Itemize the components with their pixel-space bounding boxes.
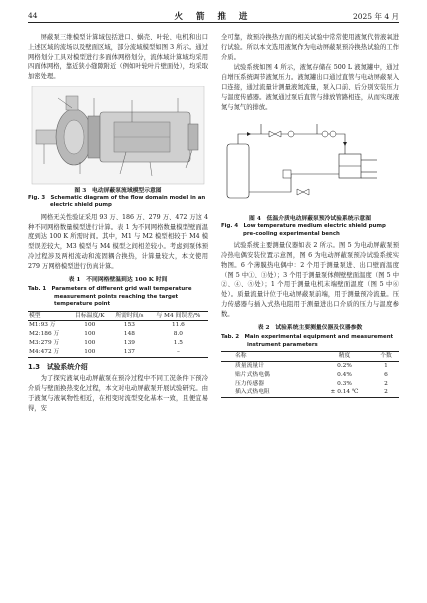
paragraph-test-setup: 试验系统如图 4 所示，液氮存储在 500 L 液氮罐中，通过自增压系统调节液氮压力。液氮罐出口通过直管与电动屏蔽泵入口连接，通过流量计测量液氮流量，泵入口前、后分别安装压力与温度传感器。液氮通过泵后直管与排放管路相连，从而实现液氮与氮气的排放。 bbox=[221, 64, 399, 111]
figure-4 bbox=[221, 116, 399, 238]
table-cell: 0.2% bbox=[337, 362, 352, 369]
table-1-caption-en: Tab. 1 Parameters of different grid wall temperature measurement points reaching the target temperature point bbox=[28, 286, 192, 308]
table-row bbox=[221, 388, 399, 397]
table-cell: 1 bbox=[384, 362, 388, 369]
table-cell: 100 bbox=[84, 331, 96, 338]
table-cell: 插入式热电阻 bbox=[235, 389, 270, 396]
table-1 bbox=[28, 311, 208, 358]
table-row bbox=[28, 339, 208, 348]
table-row bbox=[221, 371, 399, 380]
table-cell: 6 bbox=[384, 371, 388, 378]
table-cell: 压力传感器 bbox=[235, 380, 264, 387]
figure-4-caption-en: Fig. 4 Low temperature medium electric shield pump pre-cooling experimental bench bbox=[221, 223, 386, 237]
table-cell: 8.0 bbox=[173, 331, 184, 338]
table-2-caption-en: Tab. 2 Main experimental equipment and measurement instrument parameters bbox=[221, 334, 394, 348]
table-cell: 100 bbox=[84, 348, 96, 355]
table-cell: 1.5 bbox=[173, 339, 184, 346]
table-cell: M4:472 万 bbox=[29, 348, 60, 355]
table-cell: 153 bbox=[123, 322, 135, 329]
table-cell: 137 bbox=[123, 348, 135, 355]
table-1-header-row bbox=[28, 311, 208, 321]
paragraph-test-system: 为了探究液氧电动屏蔽泵在预冷过程中不同工况条件下预冷介质与壁面换热变化过程，本文对电动屏蔽泵开展试验研究。由于液氮与液氧物性相近，在相变时流型变化基本一致，且便宜易得，安 bbox=[28, 375, 208, 412]
table-cell: 0.4% bbox=[337, 371, 352, 378]
table-row bbox=[221, 380, 399, 389]
table-1-header: 模型 bbox=[29, 312, 41, 319]
paragraph-grid-independence: 网格无关性验证采用 93 万、186 万、279 万、472 万这 4 种不同网格数量模型进行计算。表 1 为不同网格数量模型壁面温度到达 100 K 所需时间。其中，M1 与 M2 模型相较于 M4 模型误差较大，M3 模型与 M4 模型之间相差较小。考虑到泵体预冷过程涉及两相流动和流固耦合换热，计算量较大，本文使用 279 万网格模型进行仿真计算。 bbox=[28, 213, 208, 270]
table-cell: 11.6 bbox=[171, 322, 185, 329]
table-cell: 100 bbox=[84, 322, 96, 329]
table-1-header: 与 M4 间误差/% bbox=[156, 312, 201, 319]
table-1-header: 所需时间/s bbox=[115, 312, 144, 319]
running-header bbox=[28, 9, 399, 23]
table-2-header: 个数 bbox=[380, 353, 392, 360]
flow-domain-model-drawing bbox=[28, 86, 208, 186]
table-2-header-row bbox=[221, 352, 399, 362]
figure-4-caption-cn: 图 4 低温介质电动屏蔽泵预冷试验系统示意图 bbox=[249, 216, 371, 223]
table-cell: 2 bbox=[384, 389, 388, 396]
table-cell: – bbox=[176, 348, 180, 355]
figure-3 bbox=[28, 86, 208, 210]
page-number: 44 bbox=[28, 11, 38, 20]
table-cell: 0.3% bbox=[337, 380, 352, 387]
table-cell: M3:279 万 bbox=[29, 339, 60, 346]
table-1-header: 目标温度/K bbox=[75, 312, 105, 319]
paragraph-instruments: 试验系统主要测量仪器如表 2 所示。图 5 为电动屏蔽泵预冷热电偶安装位置示意图，图 6 为电动屏蔽泵预冷试验系统实物图。6 个薄膜热电偶中：2 个用于测量泵进、出口壁面温度（图 5 中①、③处）；3 个用于测量泵体侧壁壁面温度（图 5 中②、④、⑤处）；1 个用于测量电机末端壁面温度（图 5 中⑥处）。质量流量计位于电动屏蔽泵前端，用于测量预冷流量。压力传感器与插入式热电阻用于测量进出口介质的压力与温度参数。 bbox=[221, 242, 399, 318]
test-bench-schematic bbox=[221, 116, 399, 214]
table-row bbox=[221, 361, 399, 370]
figure-3-caption-en: Fig. 3 Schematic diagram of the flow domain model in an electric shield pump bbox=[28, 194, 206, 209]
table-2 bbox=[221, 351, 399, 398]
left-column bbox=[28, 33, 208, 415]
table-cell: ± 0.14 ℃ bbox=[330, 389, 359, 396]
table-cell: 148 bbox=[123, 331, 135, 338]
table-row bbox=[28, 348, 208, 357]
figure-3-caption-cn: 图 3 电动屏蔽泵流域模型示意图 bbox=[74, 187, 162, 194]
table-2-caption-cn: 表 2 试验系统主要测量仪器及仪器参数 bbox=[257, 324, 363, 331]
table-row bbox=[28, 321, 208, 330]
table-cell: 质量流量计 bbox=[235, 362, 264, 369]
right-column bbox=[221, 33, 399, 398]
table-cell: M1:93 万 bbox=[29, 322, 56, 329]
table-cell: 贴片式热电偶 bbox=[235, 371, 270, 378]
journal-title: 火 箭 推 进 bbox=[174, 12, 253, 22]
issue-date: 2025 年 4 月 bbox=[352, 12, 399, 21]
table-2-header: 名称 bbox=[235, 353, 247, 360]
table-2-header: 精度 bbox=[338, 353, 351, 360]
table-cell: 100 bbox=[84, 339, 96, 346]
paragraph-continuation: 全可靠，故预冷换热方面的相关试验中常常使用液氮代替液氧进行试验。所以本文选用液氮作为电动屏蔽泵预冷换热试验的工作介质。 bbox=[221, 34, 399, 61]
table-cell: 139 bbox=[123, 339, 135, 346]
table-cell: M2:186 万 bbox=[29, 331, 60, 338]
section-heading: 1.3 试验系统介绍 bbox=[28, 362, 88, 371]
table-1-caption-cn: 表 1 不同网格壁温到达 100 K 时间 bbox=[68, 276, 168, 283]
paragraph-mesh-intro: 屏蔽泵三维模型计算域包括进口、蜗壳、叶轮、电机和出口上述区域的流场以及壁面区域，部分流域模型如图 3 所示。通过网格划分工具对模型进行多面体网格划分，流体域计算域均采用四面体网格，靠近狭小缝隙附近（例如叶轮叶片壁面处），均采取加密处理。 bbox=[28, 34, 208, 81]
table-row bbox=[28, 330, 208, 339]
table-cell: 2 bbox=[384, 380, 388, 387]
